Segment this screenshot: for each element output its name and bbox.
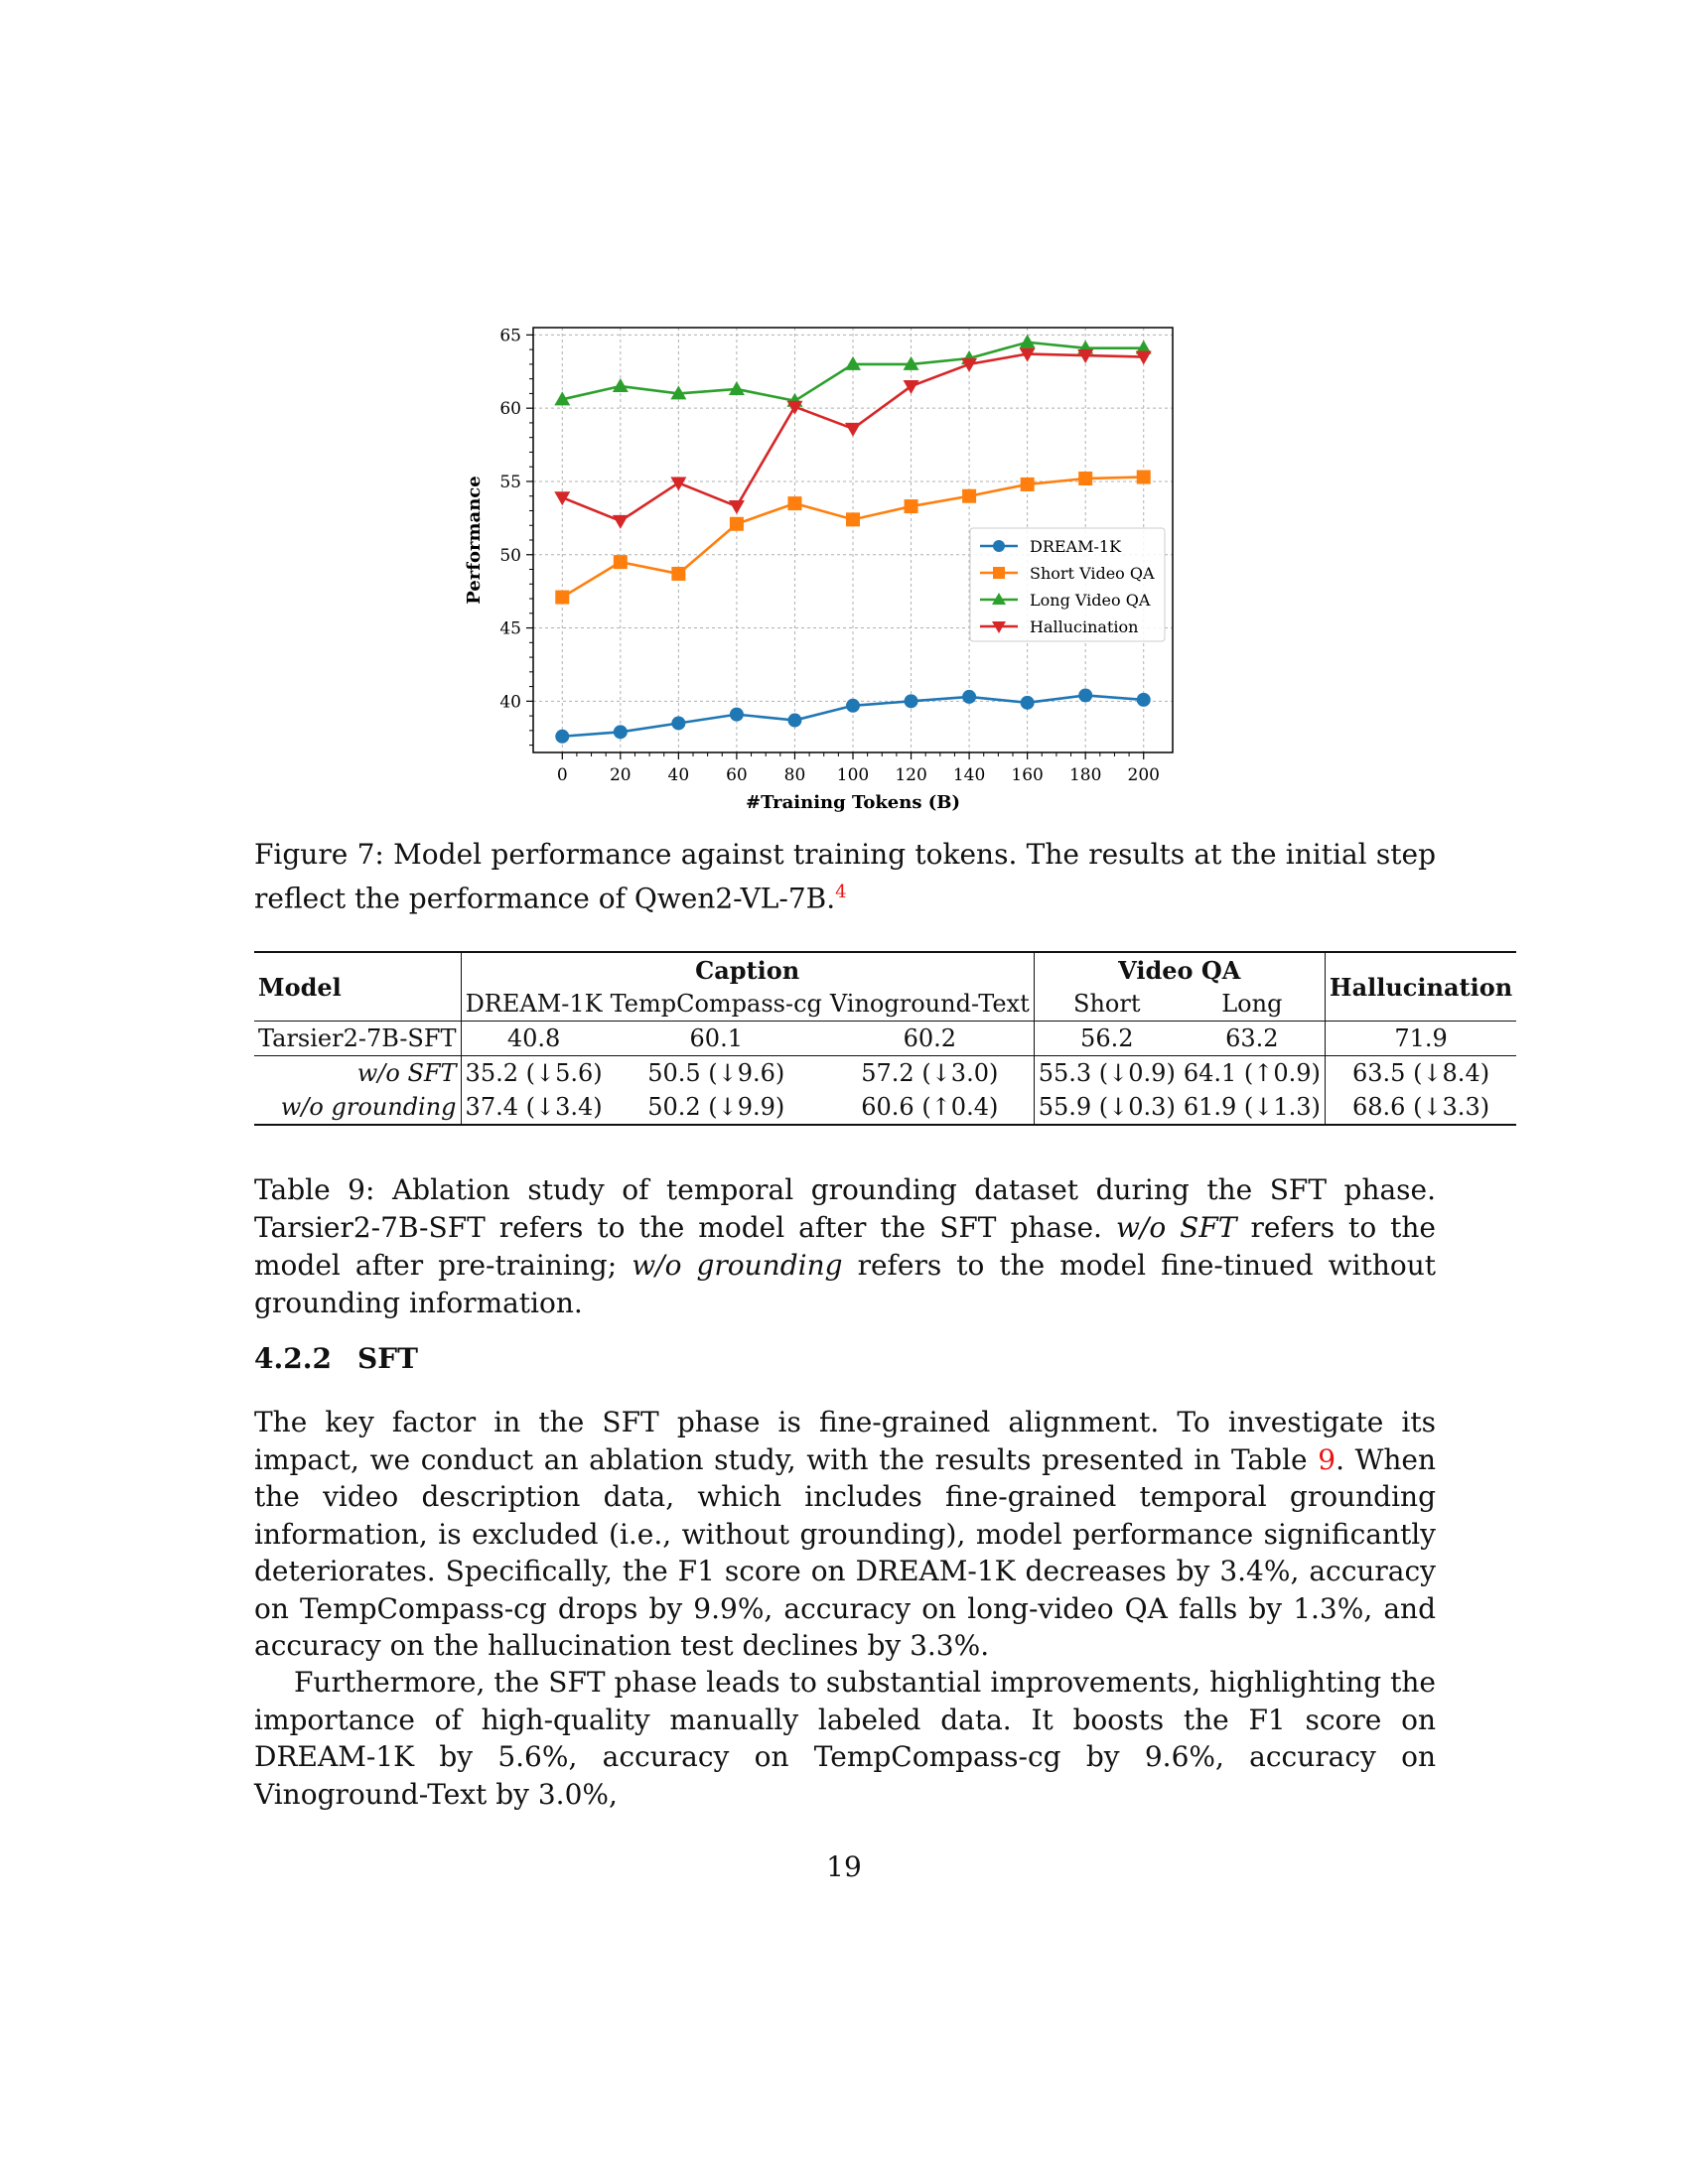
header-caption: Caption	[461, 952, 1034, 987]
header-dream: DREAM-1K	[461, 987, 607, 1022]
data-point-short-video-qa	[787, 496, 801, 510]
figure-caption-text: Model performance against training tokens. The results at the initial step reflect the performance of Qwen2-VL-7B.	[254, 838, 1437, 915]
section-heading	[254, 1342, 418, 1375]
cell-hallucination: 68.6 (↓3.3)	[1325, 1090, 1516, 1125]
cell-short: 55.9 (↓0.3)	[1034, 1090, 1180, 1125]
x-tick-label: 80	[783, 765, 806, 785]
legend-label-short-video-qa: Short Video QA	[1030, 564, 1155, 583]
cell-vinoground: 57.2 (↓3.0)	[826, 1056, 1034, 1091]
cell-short: 56.2	[1034, 1022, 1180, 1056]
data-point-short-video-qa	[730, 517, 744, 531]
x-tick-label: 160	[1011, 765, 1044, 785]
figure-caption	[254, 836, 1436, 917]
header-long: Long	[1221, 990, 1283, 1018]
data-point-dream-1k	[614, 725, 628, 739]
header-tempcompass: TempCompass-cg	[610, 990, 822, 1018]
paragraph: Furthermore, the SFT phase leads to substantial improvements, highlighting the importance of high-quality manually labeled data. It boosts the F1 score on DREAM-1K by 5.6%, accuracy on TempCompass-cg by 9.6%, accuracy on Vinoground-Text by 3.0%,	[254, 1666, 1436, 1811]
x-tick-label: 120	[895, 765, 927, 785]
cell-hallucination: 71.9	[1325, 1022, 1516, 1056]
legend-label-long-video-qa: Long Video QA	[1030, 591, 1151, 610]
x-tick-label: 40	[667, 765, 690, 785]
figure-label: Figure 7:	[254, 838, 384, 871]
table-caption-em1: w/o SFT	[1115, 1211, 1237, 1244]
table-row	[254, 1022, 1516, 1056]
ablation-table	[254, 951, 1516, 1126]
data-point-short-video-qa	[1137, 471, 1151, 484]
table-caption-part3: refers to the model fine-tinued without grounding information.	[254, 1249, 1436, 1319]
data-point-long-video-qa	[1020, 335, 1036, 348]
table-ref-link[interactable]: 9	[1318, 1442, 1336, 1476]
cell-dream: 40.8	[461, 1022, 607, 1056]
table-header-row	[254, 952, 1516, 987]
table-row	[254, 1090, 1516, 1125]
data-point-dream-1k	[962, 690, 976, 704]
y-tick-label: 55	[499, 472, 521, 492]
footnote-link[interactable]: 4	[835, 882, 847, 902]
legend-label-dream-1k: DREAM-1K	[1030, 537, 1122, 556]
cell-long: 64.1 (↑0.9)	[1180, 1056, 1326, 1091]
data-point-dream-1k	[1021, 696, 1035, 710]
legend-label-hallucination: Hallucination	[1030, 617, 1139, 636]
section-number: 4.2.2	[254, 1342, 332, 1375]
x-axis-label: #Training Tokens (B)	[745, 792, 961, 813]
table-caption-part1: Ablation study of temporal grounding dataset during the SFT phase. Tarsier2-7B-SFT refers to the model after the SFT phase.	[254, 1173, 1437, 1244]
header-video-qa: Video QA	[1034, 952, 1325, 987]
cell-model: Tarsier2-7B-SFT	[254, 1022, 461, 1056]
data-point-dream-1k	[671, 716, 685, 730]
data-point-short-video-qa	[555, 591, 569, 605]
page-number: 19	[826, 1850, 862, 1883]
data-point-dream-1k	[1078, 688, 1092, 702]
data-point-hallucination	[613, 515, 629, 529]
paragraph1-part2: . When the video description data, which includes fine-grained temporal grounding information, is excluded (i.e., without grounding), model performance significantly deteriorates. Specifically, the F1 score on DREAM-1K decreases by 3.4%, accuracy on TempCompass-cg drops by 9.9%, accuracy on long-video QA falls by 1.3%, and accuracy on the hallucination test declines by 3.3%.	[254, 1442, 1437, 1662]
y-tick-label: 65	[499, 326, 521, 346]
data-point-hallucination	[729, 500, 745, 514]
data-point-short-video-qa	[614, 555, 628, 569]
legend-marker-dream-1k	[993, 540, 1005, 552]
cell-dream: 35.2 (↓5.6)	[461, 1056, 607, 1091]
cell-tempcompass: 50.2 (↓9.9)	[607, 1090, 826, 1125]
data-point-dream-1k	[730, 708, 744, 722]
data-point-hallucination	[904, 380, 919, 394]
cell-tempcompass: 60.1	[607, 1022, 826, 1056]
y-tick-label: 40	[499, 692, 521, 713]
paragraph	[254, 1404, 1436, 1665]
data-point-dream-1k	[555, 730, 569, 744]
x-tick-label: 180	[1068, 765, 1102, 785]
data-point-long-video-qa	[729, 381, 745, 395]
data-point-dream-1k	[787, 714, 801, 728]
cell-short: 55.3 (↓0.9)	[1034, 1056, 1180, 1091]
cell-dream: 37.4 (↓3.4)	[461, 1090, 607, 1125]
section-title: SFT	[357, 1342, 418, 1375]
cell-long: 61.9 (↓1.3)	[1180, 1090, 1326, 1125]
cell-model: w/o grounding	[280, 1093, 457, 1121]
x-tick-label: 100	[836, 765, 870, 785]
y-tick-label: 50	[499, 545, 521, 566]
x-tick-label: 140	[952, 765, 986, 785]
y-tick-label: 45	[499, 618, 521, 639]
data-point-short-video-qa	[905, 499, 918, 513]
table-caption	[254, 1171, 1436, 1322]
header-vinoground: Vinoground-Text	[829, 990, 1030, 1018]
header-model: Model	[254, 952, 461, 1022]
legend-marker-short-video-qa	[993, 567, 1005, 579]
cell-vinoground: 60.6 (↑0.4)	[826, 1090, 1034, 1125]
data-point-short-video-qa	[671, 567, 685, 581]
data-point-dream-1k	[846, 699, 860, 713]
performance-line-chart	[459, 320, 1184, 816]
y-tick-label: 60	[499, 399, 521, 420]
cell-vinoground: 60.2	[826, 1022, 1034, 1056]
data-point-dream-1k	[905, 694, 918, 708]
cell-model: w/o SFT	[356, 1059, 457, 1087]
table-row	[254, 1056, 1516, 1091]
x-tick-label: 200	[1127, 765, 1160, 785]
data-point-long-video-qa	[613, 378, 629, 392]
data-point-short-video-qa	[962, 489, 976, 503]
header-short: Short	[1034, 987, 1180, 1022]
data-point-dream-1k	[1137, 693, 1151, 707]
paragraph1-part1: The key factor in the SFT phase is fine-grained alignment. To investigate its impact, we conduct an ablation study, with the results presented in Table	[254, 1406, 1436, 1476]
data-point-short-video-qa	[846, 512, 860, 526]
header-hallucination: Hallucination	[1325, 952, 1516, 1022]
data-point-hallucination	[845, 423, 861, 437]
cell-long: 63.2	[1180, 1022, 1326, 1056]
y-axis-label: Performance	[464, 476, 485, 605]
table-caption-part2: refers to the model after pre-training;	[254, 1211, 1437, 1282]
x-tick-label: 20	[609, 765, 632, 785]
x-tick-label: 0	[556, 765, 568, 785]
table-label: Table 9:	[254, 1173, 375, 1206]
data-point-short-video-qa	[1078, 472, 1092, 485]
data-point-short-video-qa	[1021, 478, 1035, 491]
cell-tempcompass: 50.5 (↓9.6)	[607, 1056, 826, 1091]
cell-hallucination: 63.5 (↓8.4)	[1325, 1056, 1516, 1091]
table-caption-em2: w/o grounding	[632, 1249, 843, 1282]
x-tick-label: 60	[726, 765, 748, 785]
